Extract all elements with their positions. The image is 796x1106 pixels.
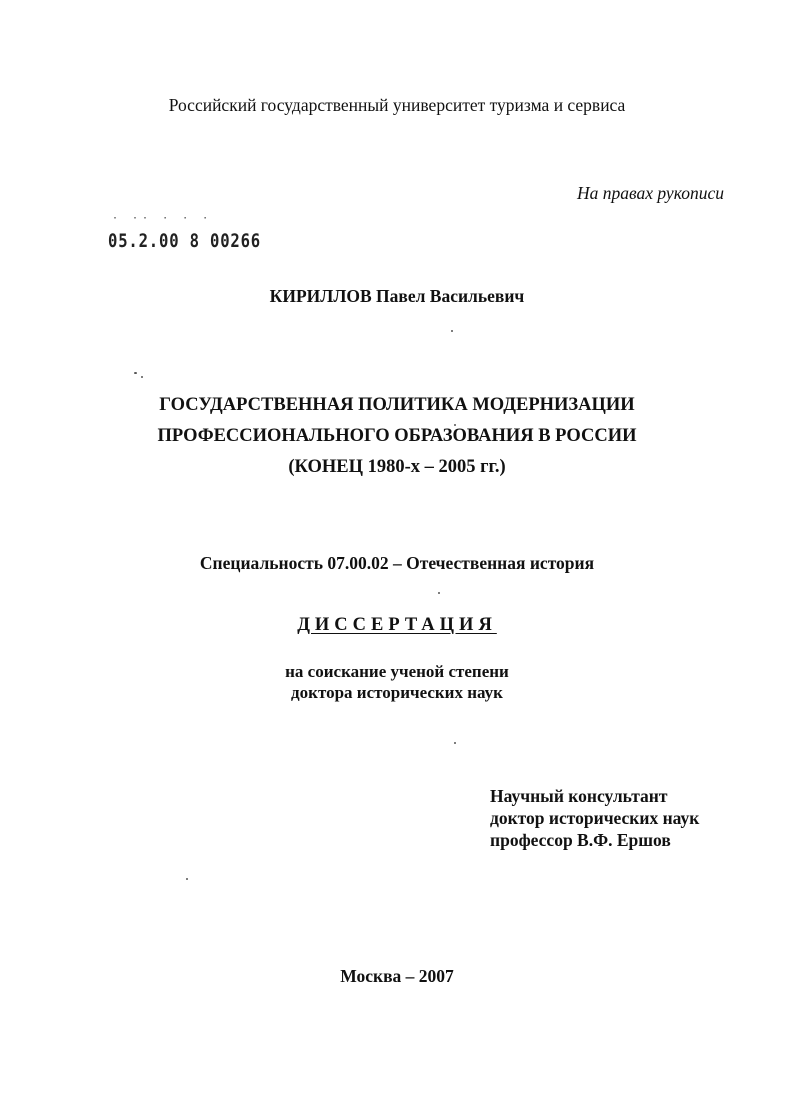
scan-speck — [451, 330, 453, 332]
advisor-role: Научный консультант — [490, 786, 668, 806]
scan-speck — [438, 592, 440, 594]
title-line-2: ПРОФЕССИОНАЛЬНОГО ОБРАЗОВАНИЯ В РОССИИ — [157, 426, 637, 446]
specialty-line: Специальность 07.00.02 – Отечественная история — [199, 553, 595, 573]
dissertation-label-text: ДИССЕРТАЦИЯ — [297, 615, 497, 635]
scan-speck — [134, 372, 137, 374]
scan-speck — [454, 424, 456, 426]
catalog-code: 05.2.00 8 00266 — [108, 230, 262, 252]
manuscript-rights-note: На правах рукописи — [577, 183, 724, 203]
title-line-1: ГОСУДАРСТВЕННАЯ ПОЛИТИКА МОДЕРНИЗАЦИИ — [159, 395, 635, 415]
catalog-stamp-marks: · ·· · · · — [112, 213, 213, 224]
university-name: Российский государственный университет туризма и сервиса — [168, 95, 626, 115]
author-name: КИРИЛЛОВ Павел Васильевич — [269, 286, 525, 306]
degree-purpose-line-1: на соискание ученой степени — [285, 662, 509, 681]
city-and-year: Москва – 2007 — [340, 966, 454, 986]
advisor-degree: доктор исторических наук — [490, 808, 700, 828]
advisor-name: профессор В.Ф. Ершов — [490, 830, 671, 850]
dissertation-label — [62, 615, 732, 636]
degree-purpose-line-2: доктора исторических наук — [291, 683, 503, 702]
scan-speck — [186, 878, 188, 880]
scan-speck — [141, 376, 143, 378]
scan-speck — [454, 742, 456, 744]
title-line-3: (КОНЕЦ 1980-х – 2005 гг.) — [288, 457, 506, 477]
